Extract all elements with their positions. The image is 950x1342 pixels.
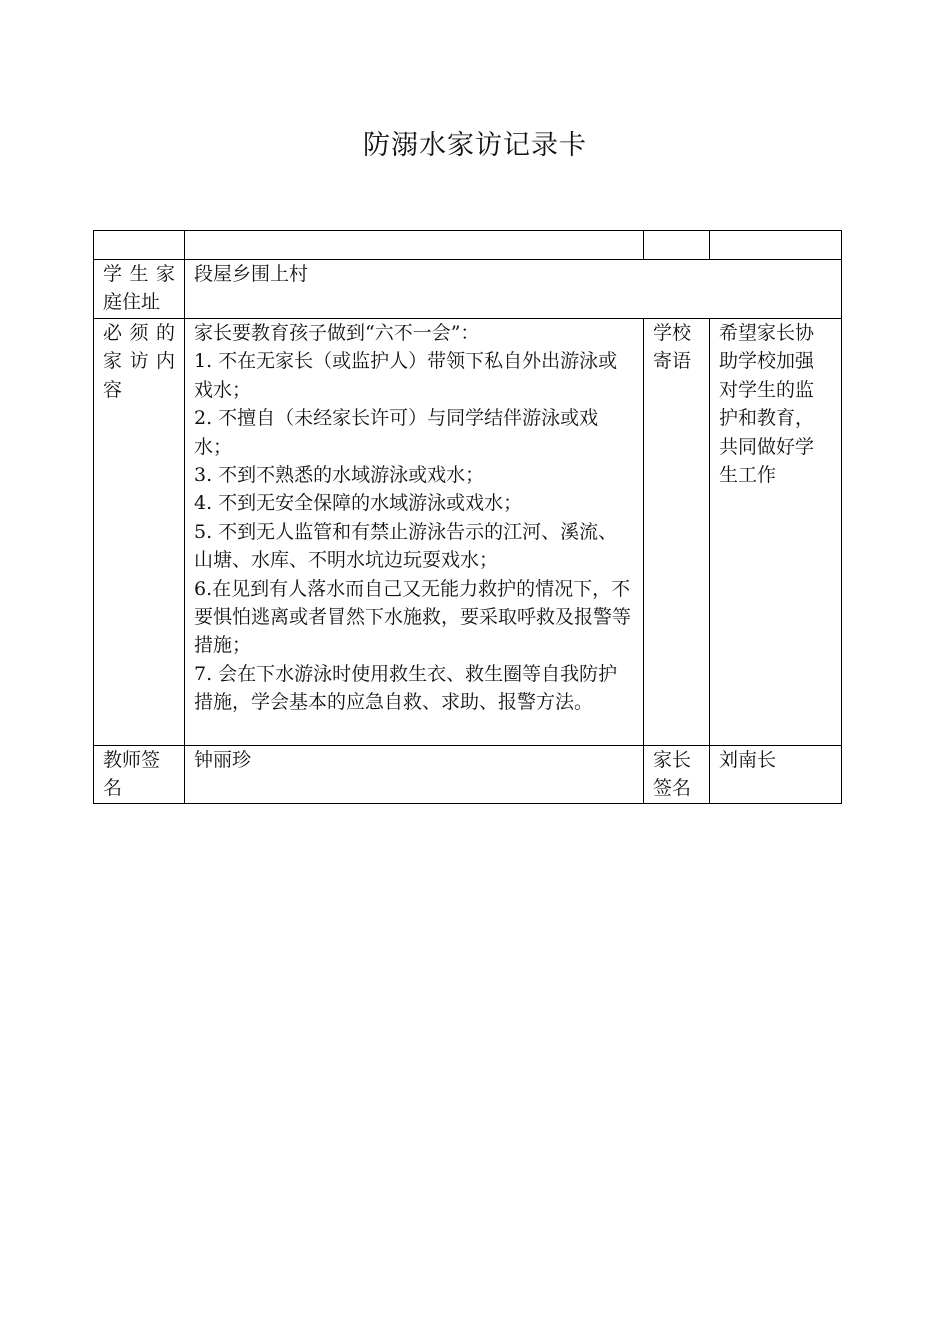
content-text (185, 319, 644, 746)
content-line: 7. 会在下水游泳时使用救生衣、救生圈等自我防护措施，学会基本的应急自救、求助、报警方法。 (194, 662, 618, 714)
content-label: 必须的家访内容 (94, 319, 185, 746)
content-line: 1. 不在无家长（或监护人）带领下私自外出游泳或戏水； (194, 350, 618, 401)
table-row-content (94, 319, 842, 746)
parent-sign-value: 刘南长 (710, 746, 842, 804)
empty-cell (710, 231, 842, 260)
teacher-sign-label: 教师签名 (94, 746, 185, 804)
parent-sign-label: 家长签名 (644, 746, 710, 804)
content-line: 6.在见到有人落水而自己又无能力救护的情况下，不要惧怕逃离或者冒然下水施救，要采取呼救及报警等措施； (194, 577, 632, 657)
empty-cell (185, 231, 644, 260)
content-line: 5. 不到无人监管和有禁止游泳告示的江河、溪流、山塘、水库、不明水坑边玩耍戏水； (194, 520, 618, 572)
table-row-empty (94, 231, 842, 260)
address-value: 段屋乡围上村 (185, 260, 842, 319)
school-message-label: 学校寄语 (644, 319, 710, 746)
content-line: 3. 不到不熟悉的水域游泳或戏水； (194, 464, 485, 487)
table-row-address (94, 260, 842, 319)
address-label: 学生家庭住址 (94, 260, 185, 319)
empty-cell (94, 231, 185, 260)
school-message: 希望家长协助学校加强对学生的监护和教育，共同做好学生工作 (710, 319, 842, 746)
content-line: 家长要教育孩子做到“六不一会”： (194, 322, 480, 344)
content-line: 2. 不擅自（未经家长许可）与同学结伴游泳或戏水； (194, 407, 599, 458)
teacher-sign-value: 钟丽珍 (185, 746, 644, 804)
page-title: 防溺水家访记录卡 (363, 130, 587, 161)
record-table (93, 230, 842, 804)
content-line: 4. 不到无安全保障的水域游泳或戏水； (194, 492, 523, 515)
empty-cell (644, 231, 710, 260)
table-row-sign (94, 746, 842, 804)
